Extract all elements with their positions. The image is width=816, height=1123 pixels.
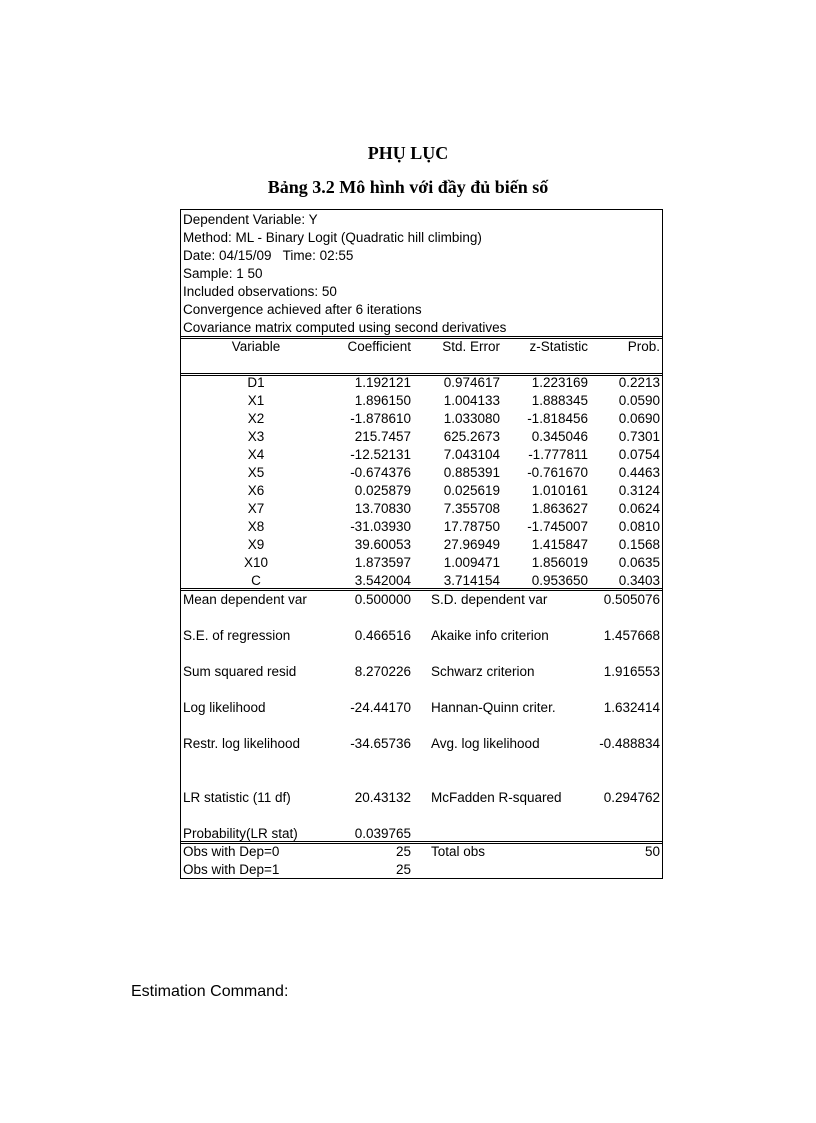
stat-value: 1.632414 (603, 700, 660, 715)
cell-std-error: 1.009471 (443, 555, 500, 570)
column-header-coefficient: Coefficient (347, 339, 411, 354)
cell-std-error: 7.043104 (443, 447, 500, 462)
cell-std-error: 1.033080 (443, 411, 500, 426)
stat-value: 8.270226 (354, 664, 411, 679)
stat-value: -0.488834 (599, 736, 660, 751)
cell-variable: X9 (247, 537, 265, 552)
stat-label: Log likelihood (183, 700, 266, 715)
cell-z-statistic: 1.223169 (531, 375, 588, 390)
stat-label: Probability(LR stat) (183, 826, 298, 841)
cell-prob: 0.4463 (618, 465, 660, 480)
obs-dep0-value: 25 (395, 844, 411, 859)
cell-prob: 0.0754 (618, 447, 660, 462)
obs-dep0-label: Obs with Dep=0 (183, 844, 280, 859)
cell-coefficient: 1.192121 (354, 375, 411, 390)
cell-std-error: 17.78750 (443, 519, 500, 534)
stat-label: Akaike info criterion (431, 628, 549, 643)
cell-variable: X5 (247, 465, 265, 480)
header-line-covariance: Covariance matrix computed using second derivatives (183, 320, 507, 335)
total-obs-value: 50 (644, 844, 660, 859)
cell-z-statistic: 1.863627 (531, 501, 588, 516)
stat-value: 20.43132 (354, 790, 411, 805)
cell-coefficient: 1.896150 (354, 393, 411, 408)
cell-variable: X4 (247, 447, 265, 462)
cell-variable: C (251, 573, 261, 588)
cell-variable: X8 (247, 519, 265, 534)
column-header-variable: Variable (231, 339, 281, 354)
stat-value: 0.500000 (354, 592, 411, 607)
cell-variable: X7 (247, 501, 265, 516)
cell-variable: X3 (247, 429, 265, 444)
cell-z-statistic: 1.888345 (531, 393, 588, 408)
cell-coefficient: 215.7457 (354, 429, 411, 444)
stat-value: -34.65736 (350, 736, 411, 751)
cell-variable: X10 (243, 555, 269, 570)
appendix-title: PHỤ LỤC (367, 143, 449, 163)
stat-value: -24.44170 (350, 700, 411, 715)
cell-variable: X1 (247, 393, 265, 408)
cell-z-statistic: 1.856019 (531, 555, 588, 570)
stat-value: 0.505076 (603, 592, 660, 607)
cell-prob: 0.2213 (618, 375, 660, 390)
cell-std-error: 1.004133 (443, 393, 500, 408)
cell-z-statistic: 1.415847 (531, 537, 588, 552)
header-line-convergence: Convergence achieved after 6 iterations (183, 302, 422, 317)
header-line-observations: Included observations: 50 (183, 284, 337, 299)
regression-output-table (180, 209, 663, 879)
table-caption: Bảng 3.2 Mô hình với đầy đủ biến số (267, 177, 549, 197)
stat-value: 0.466516 (354, 628, 411, 643)
cell-z-statistic: 0.345046 (531, 429, 588, 444)
cell-coefficient: 39.60053 (354, 537, 411, 552)
stat-label: S.E. of regression (183, 628, 291, 643)
cell-z-statistic: -0.761670 (527, 465, 588, 480)
cell-z-statistic: 0.953650 (531, 573, 588, 588)
cell-coefficient: -12.52131 (350, 447, 411, 462)
stat-value: 0.294762 (603, 790, 660, 805)
stat-label: Schwarz criterion (431, 664, 535, 679)
stat-label: Sum squared resid (183, 664, 297, 679)
stat-label: LR statistic (11 df) (183, 790, 291, 805)
cell-prob: 0.0635 (618, 555, 660, 570)
stat-value: 0.039765 (354, 826, 411, 841)
cell-prob: 0.1568 (618, 537, 660, 552)
stat-label: Restr. log likelihood (183, 736, 301, 751)
cell-prob: 0.3403 (618, 573, 660, 588)
header-line-method: Method: ML - Binary Logit (Quadratic hill climbing) (183, 230, 482, 245)
cell-prob: 0.0810 (618, 519, 660, 534)
header-line-dependent-variable: Dependent Variable: Y (183, 212, 318, 227)
cell-coefficient: 0.025879 (354, 483, 411, 498)
cell-coefficient: 1.873597 (354, 555, 411, 570)
header-line-date: Date: 04/15/09 Time: 02:55 (183, 248, 354, 263)
total-obs-label: Total obs (431, 844, 486, 859)
cell-variable: D1 (247, 375, 265, 390)
cell-prob: 0.0590 (618, 393, 660, 408)
cell-z-statistic: -1.777811 (528, 447, 588, 462)
cell-std-error: 625.2673 (443, 429, 500, 444)
cell-std-error: 7.355708 (443, 501, 500, 516)
cell-prob: 0.0690 (618, 411, 660, 426)
estimation-command-label: Estimation Command: (131, 983, 289, 1000)
stat-value: 1.916553 (603, 664, 660, 679)
cell-prob: 0.7301 (618, 429, 660, 444)
cell-coefficient: -31.03930 (350, 519, 411, 534)
column-header-std-error: Std. Error (442, 339, 500, 354)
cell-variable: X6 (247, 483, 265, 498)
cell-z-statistic: -1.818456 (527, 411, 588, 426)
stat-label: McFadden R-squared (431, 790, 562, 805)
cell-coefficient: -0.674376 (350, 465, 411, 480)
cell-prob: 0.3124 (618, 483, 660, 498)
cell-std-error: 3.714154 (443, 573, 500, 588)
obs-dep1-label: Obs with Dep=1 (183, 862, 280, 877)
cell-z-statistic: -1.745007 (527, 519, 588, 534)
cell-std-error: 0.974617 (443, 375, 500, 390)
stat-label: Mean dependent var (183, 592, 307, 607)
cell-coefficient: 13.70830 (354, 501, 411, 516)
header-line-sample: Sample: 1 50 (183, 266, 263, 281)
obs-dep1-value: 25 (395, 862, 411, 877)
cell-variable: X2 (247, 411, 265, 426)
cell-std-error: 0.885391 (443, 465, 500, 480)
stat-label: Hannan-Quinn criter. (431, 700, 556, 715)
cell-z-statistic: 1.010161 (531, 483, 588, 498)
cell-coefficient: -1.878610 (350, 411, 411, 426)
cell-coefficient: 3.542004 (354, 573, 411, 588)
cell-std-error: 0.025619 (443, 483, 500, 498)
stat-label: S.D. dependent var (431, 592, 548, 607)
stat-label: Avg. log likelihood (431, 736, 540, 751)
column-header-prob: Prob. (627, 339, 660, 354)
cell-std-error: 27.96949 (443, 537, 500, 552)
column-header-z-statistic: z-Statistic (529, 339, 588, 354)
cell-prob: 0.0624 (618, 501, 660, 516)
stat-value: 1.457668 (603, 628, 660, 643)
